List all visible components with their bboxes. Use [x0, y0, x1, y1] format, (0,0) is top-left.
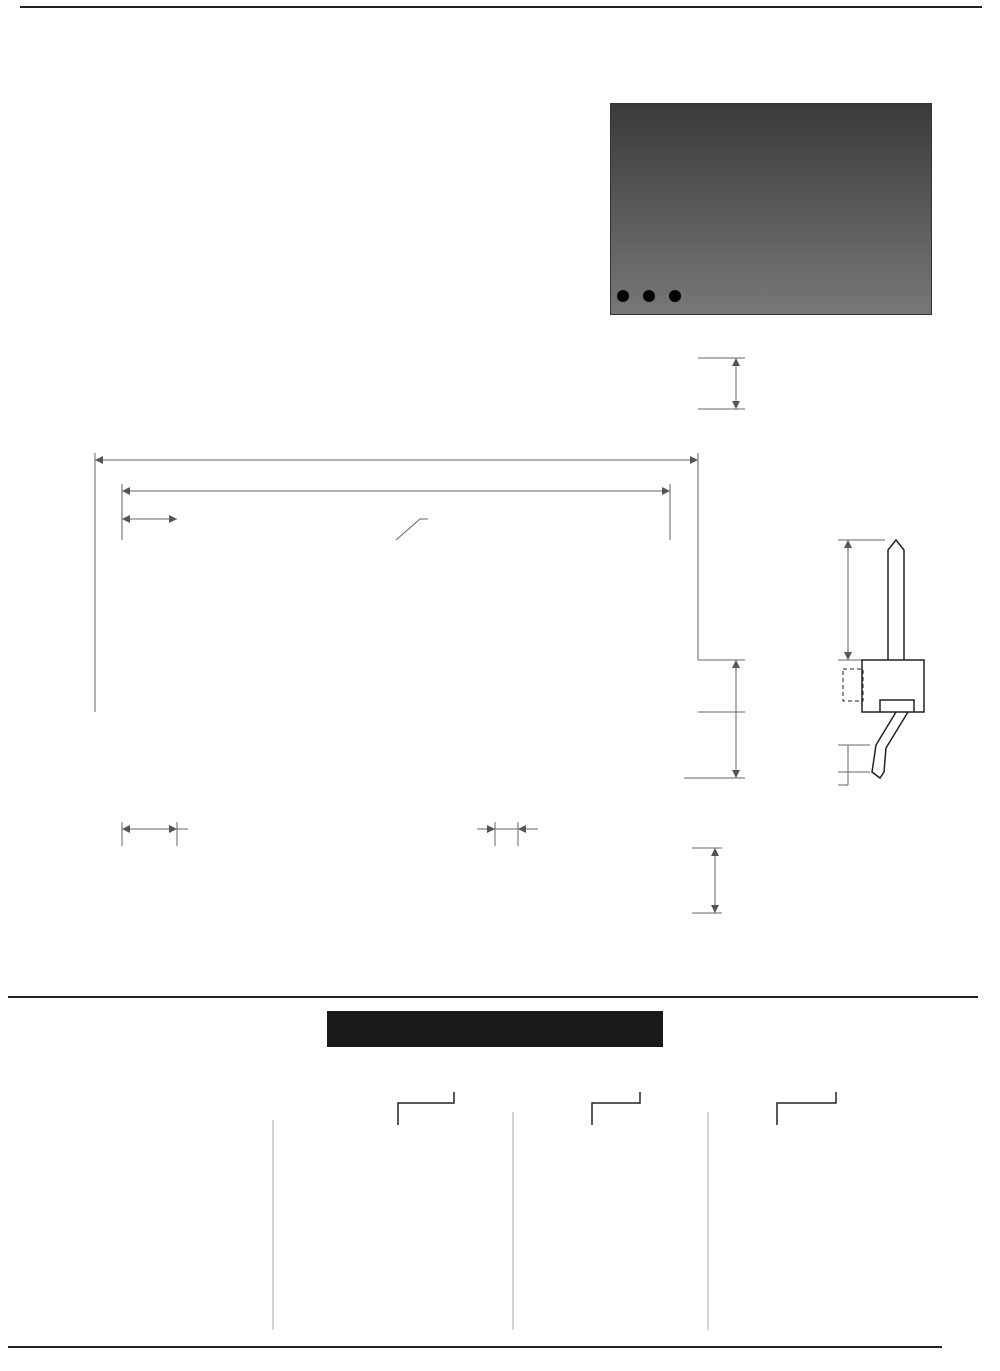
pin-header-photo-illustration: [611, 104, 931, 314]
product-photo: [610, 103, 932, 315]
photo-dots: [617, 290, 681, 302]
mid-rule: [8, 996, 978, 998]
technical-drawing: [0, 330, 1000, 990]
bottom-rule: [8, 1346, 942, 1348]
top-rule: [20, 6, 982, 8]
side-view: [843, 540, 924, 778]
ordering-connectors: [0, 1090, 1000, 1340]
ordering-heading: [327, 1011, 663, 1047]
